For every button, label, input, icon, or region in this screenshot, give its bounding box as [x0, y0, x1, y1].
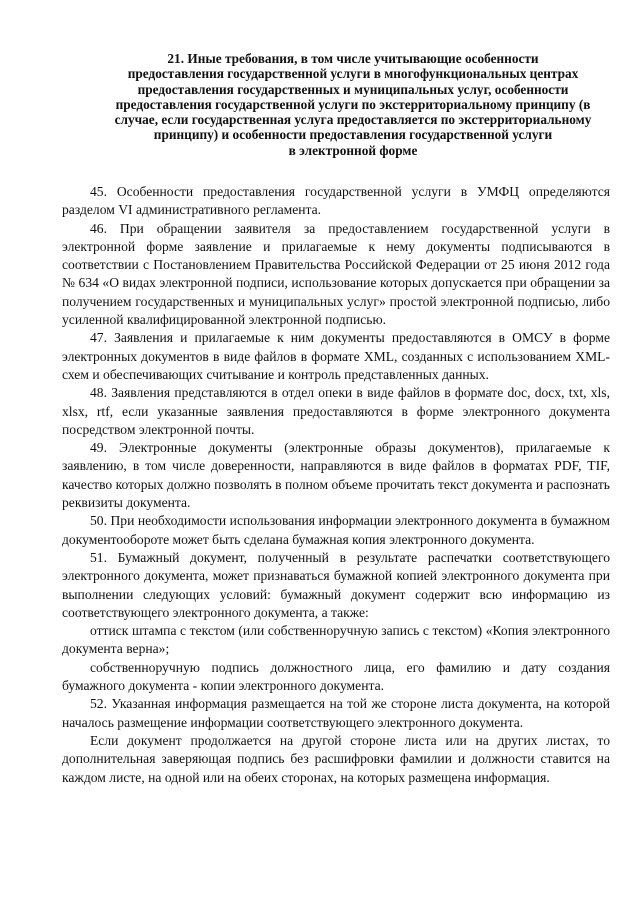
- paragraph-48: 48. Заявления представляются в отдел опеки в виде файлов в формате doc, docx, txt, xls, xlsx, rtf, если указанные заявления предоставляются в форме электронного документа посредством электронной почты.: [62, 385, 610, 437]
- paragraph-50: 50. При необходимости использования информации электронного документа в бумажном документообороте может быть сделана бумажная копия электронного документа.: [62, 513, 610, 547]
- heading-line: предоставления государственных и муниципальных услуг, особенности: [137, 81, 569, 97]
- paragraph-51: 51. Бумажный документ, полученный в результате распечатки соответствующего электронного документа, может признаваться бумажной копией электронного документа при выполнении следующих условий: бумажный документ содержит всю информацию из соответствующего электронного документа, а также:: [62, 549, 610, 620]
- paragraph-52: 52. Указанная информация размещается на той же стороне листа документа, на которой началось размещение информации соответствующего электронного документа.: [62, 696, 610, 730]
- heading-line: случае, если государственная услуга предоставляется по экстерриториальному: [114, 112, 592, 128]
- paragraph-51-item-signature: собственноручную подпись должностного лица, его фамилию и дату создания бумажного документа - копии электронного документа.: [62, 659, 610, 694]
- heading-line: предоставления государственной услуги в многофункциональных центрах: [127, 66, 579, 82]
- heading-line: предоставления государственной услуги по экстерриториальному принципу (в: [115, 96, 591, 112]
- paragraph-51-item-stamp: оттиск штампа с текстом (или собственноручную запись с текстом) «Копия электронного документа верна»;: [62, 623, 610, 657]
- section-heading: [88, 51, 618, 158]
- paragraph-47: 47. Заявления и прилагаемые к ним документы предоставляются в ОМСУ в форме электронных документов в виде файлов в формате XML, созданных с использованием XML-схем и обеспечивающих считывание и контроль представленных данных.: [62, 330, 610, 382]
- paragraph-49: 49. Электронные документы (электронные образы документов), прилагаемые к заявлению, в том числе доверенности, направляются в виде файлов в форматах PDF, TIF, качество которых должно позволять в полном объеме прочитать текст документа и распознать реквизиты документа.: [62, 440, 610, 511]
- paragraph-52-continuation: Если документ продолжается на другой стороне листа или на других листах, то дополнительная заверяющая подпись без расшифровки фамилии и должности ставится на каждом листе, на одной или на обеих сторонах, на которых размещена информация.: [62, 732, 610, 785]
- heading-line: 21. Иные требования, в том числе учитывающие особенности: [167, 51, 539, 66]
- section-body: [62, 183, 610, 787]
- paragraph-45: 45. Особенности предоставления государственной услуги в УМФЦ определяются разделом VI административного регламента.: [62, 184, 610, 218]
- heading-line: в электронной форме: [288, 142, 418, 158]
- heading-line: принципу) и особенности предоставления государственной услуги: [153, 127, 553, 143]
- paragraph-46: 46. При обращении заявителя за предоставлением государственной услуги в электронной форме заявление и прилагаемые к нему документы подписываются в соответствии с Постановлением Правительства Российской Федерации от 25 июня 2012 года № 634 «О видах электронной подписи, использование которых допускается при обращении за получением государственных и муниципальных услуг» простой электронной подписью, либо усиленной квалифицированной электронной подписью.: [62, 220, 610, 328]
